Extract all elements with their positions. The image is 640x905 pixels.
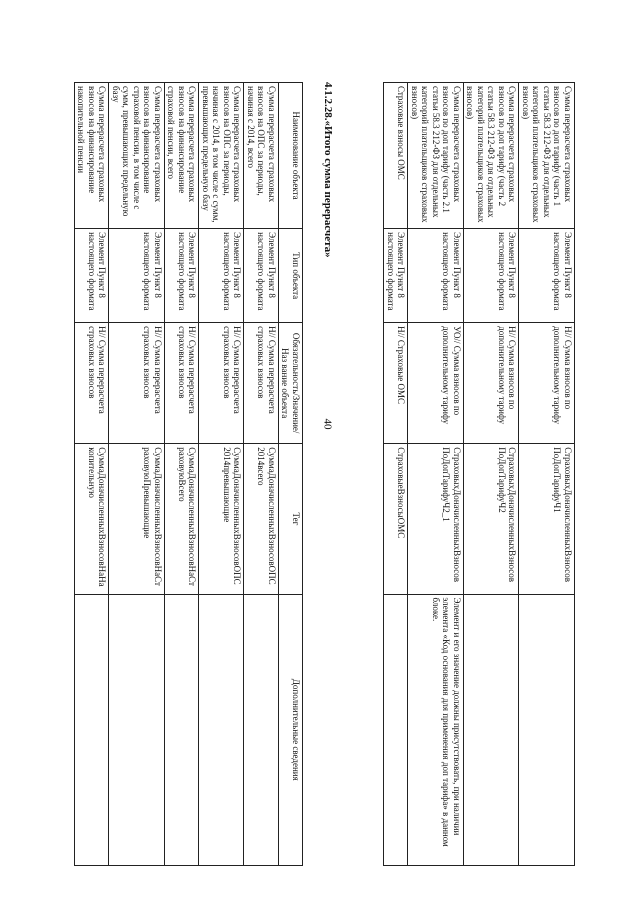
additional-info-cell [244, 594, 279, 865]
table-row [165, 83, 200, 866]
object-type-cell: Элемент Пункт 8 настоящего формата [244, 229, 279, 323]
object-type-cell: Элемент Пункт 8 настоящего формата [109, 229, 165, 323]
tag-cell: СуммаДоначисленныхВзносовНаНа копительную [75, 444, 110, 594]
object-name-cell: Сумма перерасчета страховых взносов по доп тарифу (часть 2 статьи 58.3 212-ФЗ для отдельных категорий плательщиков страховых взносов) [464, 83, 520, 229]
column-header: Обязательность/Значение/Наз вание объекта [279, 323, 303, 444]
section-heading: 4.1.2.28.«Итого сумма перерасчета» [322, 82, 334, 258]
table-row [244, 83, 279, 866]
object-type-cell: Элемент Пункт 8 настоящего формата [408, 229, 464, 323]
requirement-cell: Н// Сумма перерасчета страховых взносов [244, 323, 279, 444]
object-name-cell: Сумма перерасчета страховых взносов на ОПС за периоды, начиная с 2014, всего [244, 83, 279, 229]
requirement-cell: Н// Страховые ОМС [384, 323, 408, 444]
table-row [75, 83, 110, 866]
contributions-table [384, 82, 576, 866]
object-name-cell: Страховые взносы ОМС [384, 83, 408, 229]
requirement-cell: Н// Сумма перерасчета страховых взносов [199, 323, 244, 444]
object-name-cell: Сумма перерасчета страховых взносов по доп тарифу (часть 2.1 статьи 58.3 212-ФЗ для отдельных категорий плательщиков страховых взносов) [408, 83, 464, 229]
requirement-cell: Н// Сумма взносов по дополнительному тарифу [519, 323, 575, 444]
object-name-cell: Сумма перерасчета страховых взносов по доп тарифу (часть 1 статьи 58.3 212-ФЗ для отдельных категорий плательщиков страховых взносов) [519, 83, 575, 229]
requirement-cell: Н// Сумма перерасчета страховых взносов [75, 323, 110, 444]
requirement-cell: Н// Сумма перерасчета страховых взносов [109, 323, 165, 444]
additional-info-cell [464, 594, 520, 865]
object-type-cell: Элемент Пункт 8 настоящего формата [199, 229, 244, 323]
table-row [519, 83, 575, 866]
requirement-cell: Н// Сумма перерасчета страховых взносов [165, 323, 200, 444]
table-row [109, 83, 165, 866]
additional-info-cell [519, 594, 575, 865]
tag-cell: СтраховыеВзносыОМС [384, 444, 408, 594]
column-header: Тег [279, 444, 303, 594]
tag-cell: СтраховыхДоначисленныхВзносов ПоДопТарифуЧ1 [519, 444, 575, 594]
table-header-row [279, 83, 303, 866]
table-row [408, 83, 464, 866]
additional-info-cell [75, 594, 110, 865]
additional-info-cell [109, 594, 165, 865]
tag-cell: СуммаДоначисленныхВзносовНаСт раховуюВсего [165, 444, 200, 594]
object-type-cell: Элемент Пункт 8 настоящего формата [384, 229, 408, 323]
column-header: Наименование объекта [279, 83, 303, 229]
additional-info-cell [199, 594, 244, 865]
recalculation-total-table [74, 82, 303, 866]
tag-cell: СуммаДоначисленныхВзносовОПС 2014всего [244, 444, 279, 594]
column-header: Тип объекта [279, 229, 303, 323]
tag-cell: СтраховыхДоначисленныхВзносов ПоДопТарифуЧ2_1 [408, 444, 464, 594]
object-name-cell: Сумма перерасчета страховых взносов на финансирование накопительной пенсии [75, 83, 110, 229]
requirement-cell: УО// Сумма взносов по дополнительному тарифу [408, 323, 464, 444]
object-name-cell: Сумма перерасчета страховых взносов на финансирование страховой пенсии, в том числе с сумм, превышающих предельную базу [109, 83, 165, 229]
object-name-cell: Сумма перерасчета страховых взносов на ОПС за периоды, начиная с 2014, в том числе с сумм, превышающих предельную базу [199, 83, 244, 229]
additional-info-cell [165, 594, 200, 865]
object-type-cell: Элемент Пункт 8 настоящего формата [519, 229, 575, 323]
object-name-cell: Сумма перерасчета страховых взносов на финансирование страховой пенсии, всего [165, 83, 200, 229]
additional-info-cell: Элемент и его значение должны присутствовать, при наличии элемента «Код основания для применения доп тарифа» в данном блоке. [408, 594, 464, 865]
table-row [464, 83, 520, 866]
object-type-cell: Элемент Пункт 8 настоящего формата [165, 229, 200, 323]
tag-cell: СтраховыхДоначисленныхВзносов ПоДопТарифуЧ2 [464, 444, 520, 594]
table-row [384, 83, 408, 866]
tag-cell: СуммаДоначисленныхВзносовОПС 2014превышающие [199, 444, 244, 594]
tag-cell: СуммаДоначисленныхВзносовНаСт раховуюПревышающие [109, 444, 165, 594]
requirement-cell: Н// Сумма взносов по дополнительному тарифу [464, 323, 520, 444]
additional-info-cell [384, 594, 408, 865]
table-row [199, 83, 244, 866]
page-number: 40 [321, 418, 334, 430]
object-type-cell: Элемент Пункт 8 настоящего формата [464, 229, 520, 323]
object-type-cell: Элемент Пункт 8 настоящего формата [75, 229, 110, 323]
column-header: Дополнительные сведения [279, 594, 303, 865]
